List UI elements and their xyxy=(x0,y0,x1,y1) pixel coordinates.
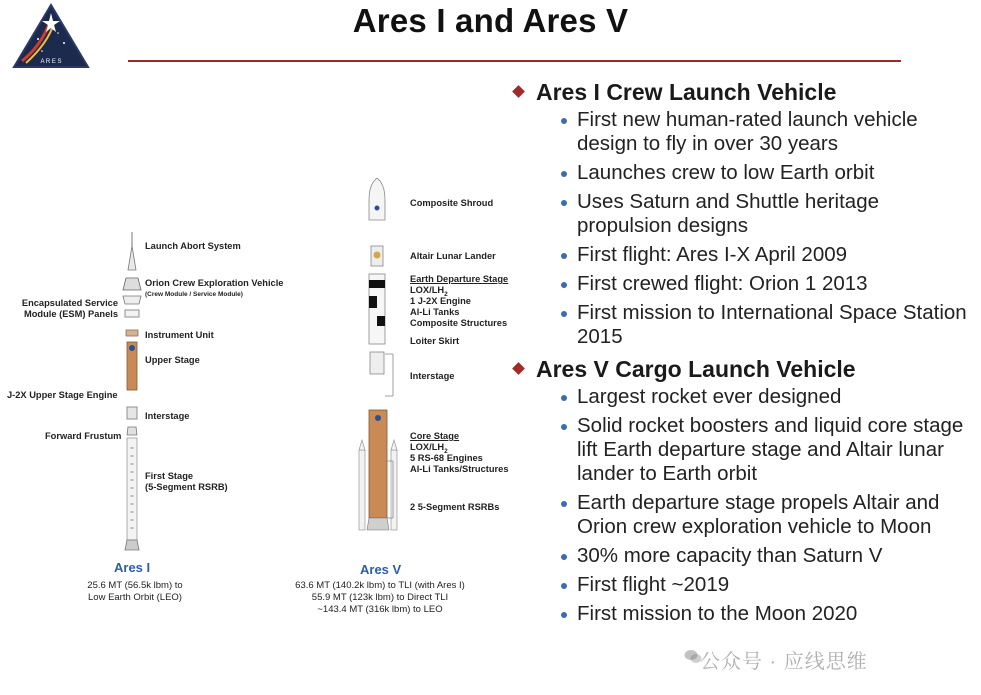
ares-i-label-upper: Upper Stage xyxy=(145,355,200,365)
ares-v-label-core-tanks: Al-Li Tanks/Structures xyxy=(410,464,509,474)
ares-v-name: Ares V xyxy=(360,562,402,577)
list-item xyxy=(512,573,972,597)
list-item-text: Largest rocket ever designed xyxy=(577,385,842,408)
list-item-text: Solid rocket boosters and liquid core stage lift Earth departure stage and Altair lunar lander to Earth orbit xyxy=(577,414,964,485)
list-item xyxy=(512,108,972,156)
list-item-text: 30% more capacity than Saturn V xyxy=(577,544,883,567)
list-item xyxy=(512,243,972,267)
list-item-text: Launches crew to low Earth orbit xyxy=(577,161,875,184)
ares-v-label-eds-tanks: Al-Li Tanks xyxy=(410,307,460,317)
bullet-dot-icon xyxy=(561,501,567,507)
ares-i-label-frustum: Forward Frustum xyxy=(45,431,122,441)
diamond-bullet-icon xyxy=(512,362,525,375)
bullet-dot-icon xyxy=(561,554,567,560)
bullet-sections xyxy=(512,78,972,632)
list-item xyxy=(512,414,972,486)
ares-v-caption-3: ~143.4 MT (316k lbm) to LEO xyxy=(317,604,443,615)
list-item-text: First flight: Ares I-X April 2009 xyxy=(577,243,848,266)
ares-i-caption-2: Low Earth Orbit (LEO) xyxy=(88,592,182,603)
list-item-text: Earth departure stage propels Altair and Orion crew exploration vehicle to Moon xyxy=(577,491,940,538)
list-item xyxy=(512,272,972,296)
bullet-dot-icon xyxy=(561,200,567,206)
list-item xyxy=(512,385,972,409)
ares-v-caption-1: 63.6 MT (140.2k lbm) to TLI (with Ares I) xyxy=(295,580,465,591)
list-item-text: First flight ~2019 xyxy=(577,573,730,596)
ares-i-label-interstage: Interstage xyxy=(145,411,190,421)
ares-i-label-orion: Orion Crew Exploration Vehicle xyxy=(145,278,284,288)
bullet-dot-icon xyxy=(561,612,567,618)
list-item xyxy=(512,544,972,568)
ares-i-label-first-stage: First Stage xyxy=(145,471,194,481)
list-item-text: Uses Saturn and Shuttle heritage propulsion designs xyxy=(577,190,879,237)
section-title-ares-v-text: Ares V Cargo Launch Vehicle xyxy=(536,356,856,382)
ares-v-label-core xyxy=(410,431,459,442)
ares-i-label-orion-sub: (Crew Module / Service Module) xyxy=(145,291,243,298)
ares-v-label-eds-lox-text: LOX/LH xyxy=(410,285,445,295)
ares-v-label-shroud: Composite Shroud xyxy=(410,198,494,208)
ares-i-label-las: Launch Abort System xyxy=(145,241,241,251)
ares-v-label-eds-struct: Composite Structures xyxy=(410,318,508,328)
ares-v-label-srb: 2 5-Segment RSRBs xyxy=(410,502,500,512)
list-item xyxy=(512,491,972,539)
ares-i-label-esm-1: Encapsulated Service xyxy=(21,298,118,308)
ares-v-label-core-engines: 5 RS-68 Engines xyxy=(410,453,483,463)
ares-v-label-core-text: Core Stage xyxy=(410,431,460,441)
section-title-ares-i-text: Ares I Crew Launch Vehicle xyxy=(536,79,837,105)
diamond-bullet-icon xyxy=(512,85,525,98)
ares-v-bullet-list xyxy=(512,385,972,626)
ares-v-label-altair: Altair Lunar Lander xyxy=(410,251,496,261)
bullet-dot-icon xyxy=(561,253,567,259)
list-item-text: First crewed flight: Orion 1 2013 xyxy=(577,272,868,295)
ares-v-rocket-diagram xyxy=(345,178,411,560)
bullet-dot-icon xyxy=(561,282,567,288)
ares-v-label-core-lox-text: LOX/LH xyxy=(410,442,445,452)
list-item-text: First new human-rated launch vehicle design to fly in over 30 years xyxy=(577,108,918,155)
ares-v-label-loiter: Loiter Skirt xyxy=(410,336,460,346)
page-title: Ares I and Ares V xyxy=(352,2,629,39)
ares-v-label-eds-lox-sub: 2 xyxy=(444,290,448,298)
ares-i-label-esm-2: Module (ESM) Panels xyxy=(23,309,118,319)
bullet-dot-icon xyxy=(561,171,567,177)
ares-v-label-eds-text: Earth Departure Stage xyxy=(410,274,509,284)
ares-i-bullet-list xyxy=(512,108,972,349)
ares-v-label-interstage: Interstage xyxy=(410,371,455,381)
bullet-dot-icon xyxy=(561,583,567,589)
ares-v-label-eds-engine: 1 J-2X Engine xyxy=(410,296,471,306)
list-item xyxy=(512,602,972,626)
bullet-dot-icon xyxy=(561,118,567,124)
bullet-dot-icon xyxy=(561,311,567,317)
ares-i-label-first-stage-sub: (5-Segment RSRB) xyxy=(145,482,228,492)
section-title-ares-i xyxy=(512,78,972,106)
bullet-dot-icon xyxy=(561,424,567,430)
list-item xyxy=(512,301,972,349)
title-divider xyxy=(128,60,901,62)
ares-i-label-j2x: J-2X Upper Stage Engine xyxy=(7,390,118,400)
ares-v-caption-2: 55.9 MT (123k lbm) to Direct TLI xyxy=(311,592,449,603)
list-item xyxy=(512,161,972,185)
ares-v-label-core-lox-sub: 2 xyxy=(444,447,448,455)
ares-i-label-iu: Instrument Unit xyxy=(145,330,214,340)
section-title-ares-v xyxy=(512,355,972,383)
list-item xyxy=(512,190,972,238)
bullet-dot-icon xyxy=(561,395,567,401)
ares-i-name: Ares I xyxy=(114,560,151,575)
watermark-text: 公众号 · 应线思维 xyxy=(700,651,868,673)
list-item-text: First mission to the Moon 2020 xyxy=(577,602,858,625)
ares-i-caption-1: 25.6 MT (56.5k lbm) to xyxy=(87,580,183,591)
logo-text: A R E S xyxy=(40,59,62,65)
list-item-text: First mission to International Space Station 2015 xyxy=(577,301,967,348)
ares-v-label-eds xyxy=(410,274,508,285)
